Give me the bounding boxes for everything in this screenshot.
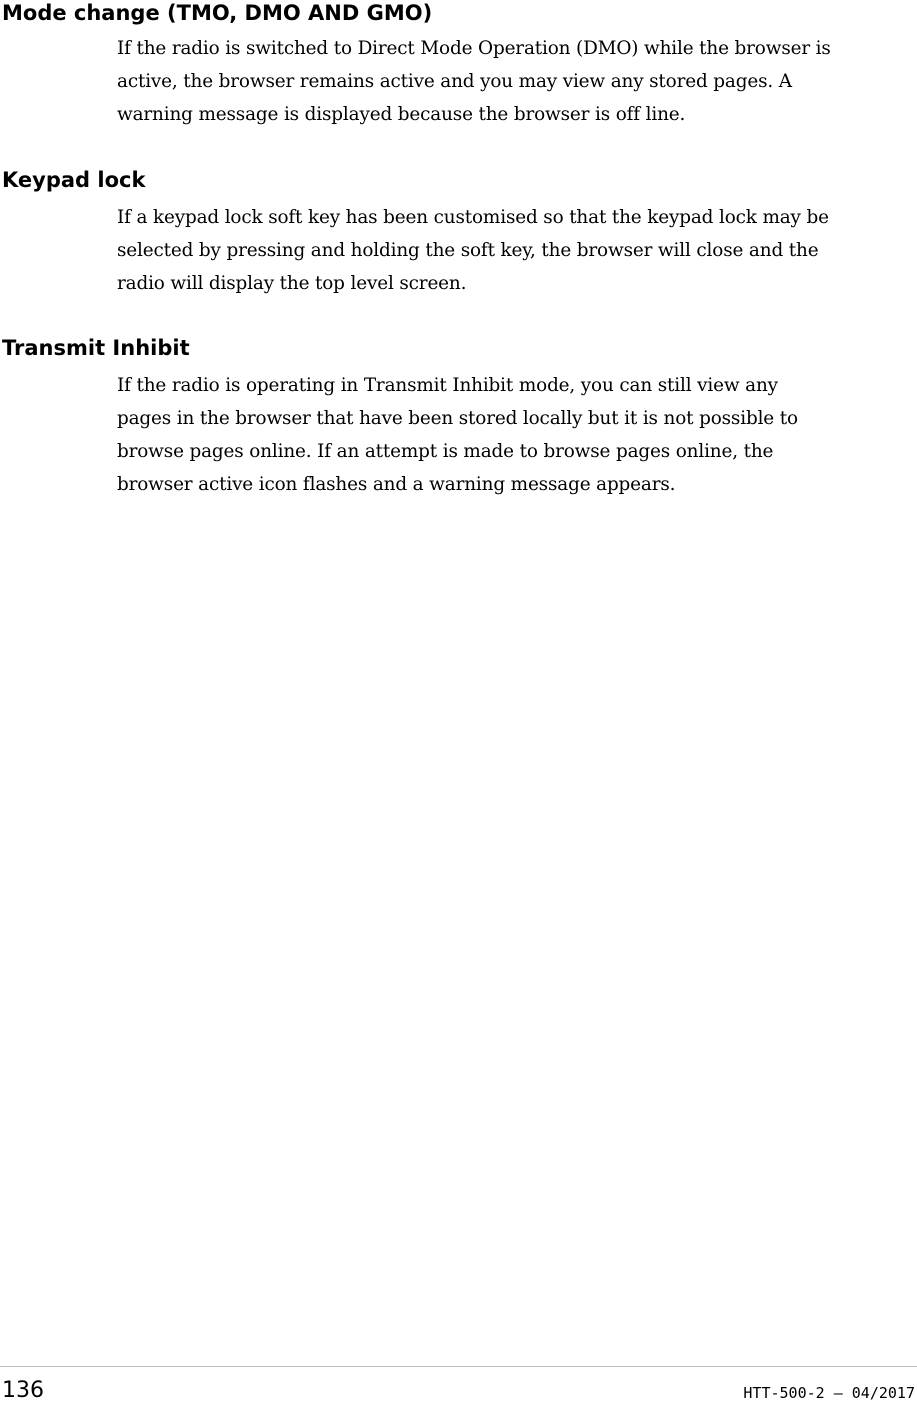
paragraph-line: pages in the browser that have been stored locally but it is not possible to [117, 408, 798, 429]
footer-divider [0, 1366, 917, 1367]
paragraph-line: selected by pressing and holding the soft key, the browser will close and the [117, 240, 819, 261]
page-number: 136 [2, 1378, 44, 1403]
section-heading: Keypad lock [2, 168, 146, 192]
paragraph-line: If the radio is switched to Direct Mode Operation (DMO) while the browser is [117, 38, 831, 59]
section-paragraph [117, 369, 917, 501]
paragraph-line: browse pages online. If an attempt is made to browse pages online, the [117, 441, 774, 462]
section-heading: Transmit Inhibit [2, 336, 190, 360]
paragraph-line: browser active icon flashes and a warning message appears. [117, 474, 676, 495]
section-paragraph [117, 32, 917, 131]
document-code: HTT-500-2 – 04/2017 [743, 1384, 915, 1402]
paragraph-line: If a keypad lock soft key has been customised so that the keypad lock may be [117, 207, 829, 228]
paragraph-line: radio will display the top level screen. [117, 273, 467, 294]
paragraph-line: If the radio is operating in Transmit Inhibit mode, you can still view any [117, 375, 778, 396]
section-paragraph [117, 201, 917, 300]
paragraph-line: active, the browser remains active and you may view any stored pages. A [117, 71, 792, 92]
section-heading: Mode change (TMO, DMO AND GMO) [2, 1, 433, 25]
paragraph-line: warning message is displayed because the browser is off line. [117, 104, 686, 125]
